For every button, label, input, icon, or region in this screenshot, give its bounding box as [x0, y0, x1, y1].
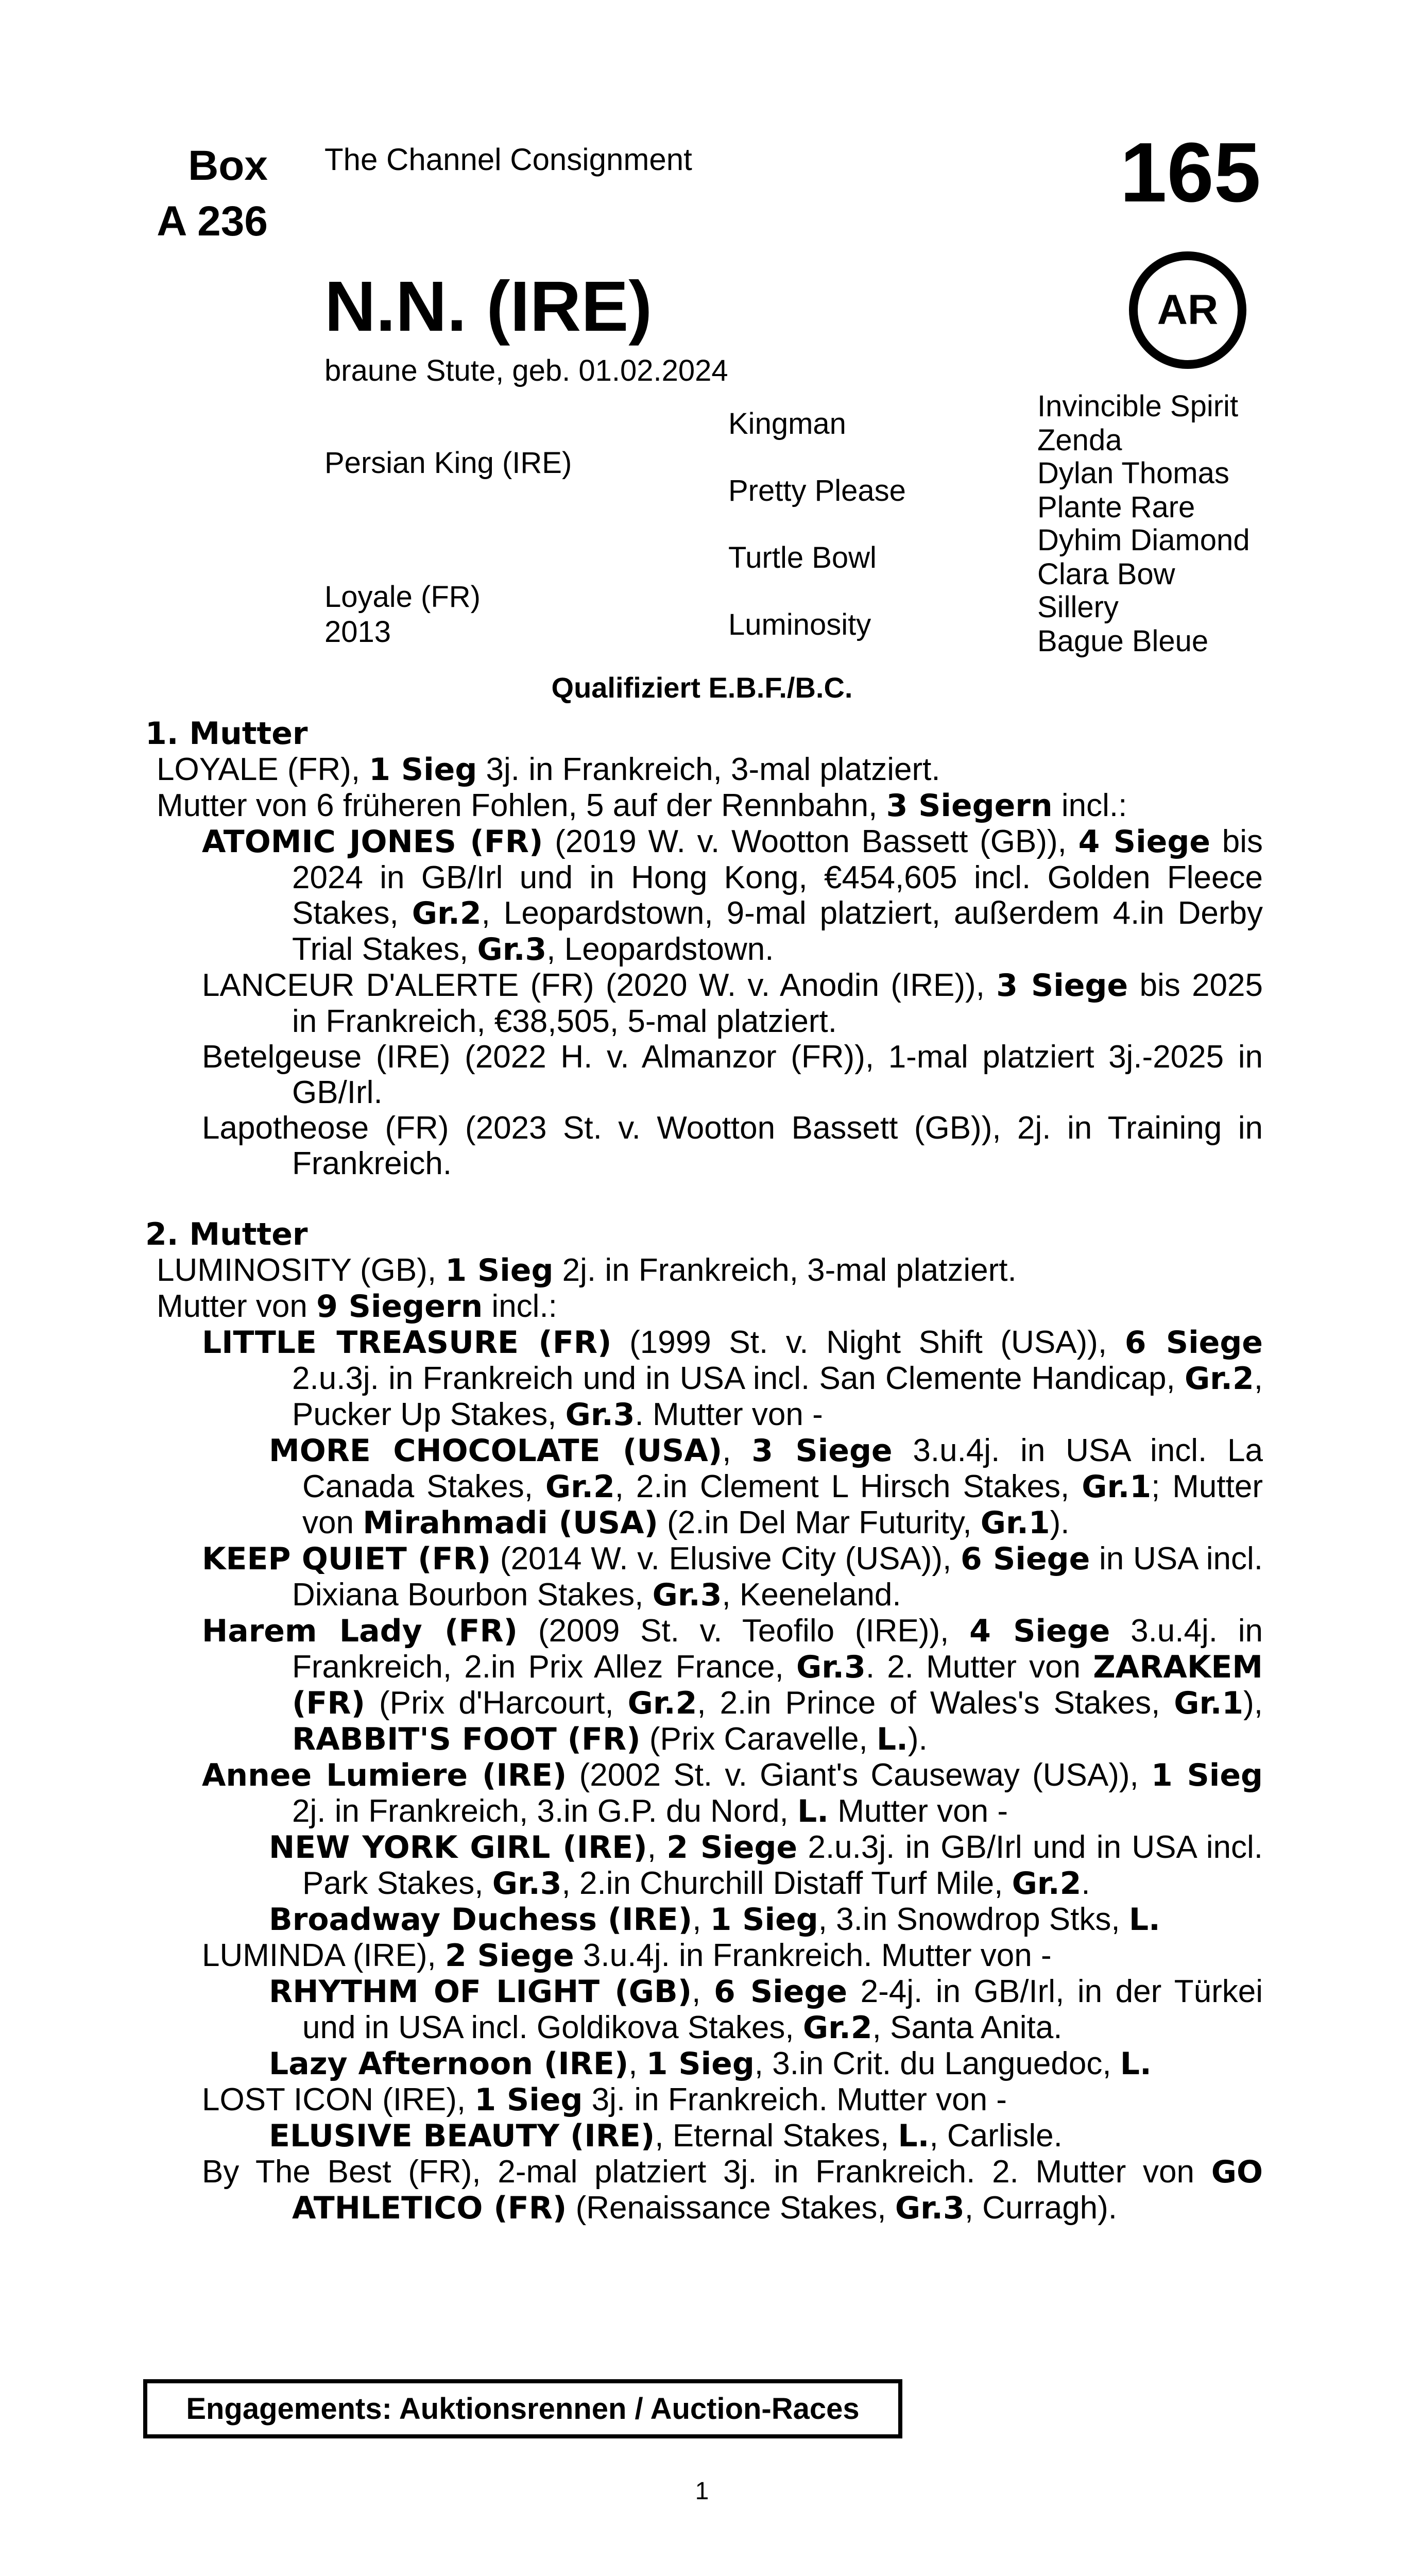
text: By The Best (FR), 2-mal platziert 3j. in Frankreich. 2. Mutter von: [202, 2154, 1211, 2190]
bold-text: 4 Siege: [1078, 824, 1210, 860]
text: 2.u.3j. in Frankreich und in USA incl. San Clemente Handicap,: [292, 1361, 1185, 1396]
bold-text: RABBIT'S FOOT (FR): [292, 1721, 641, 1757]
consignor: The Channel Consignment: [324, 142, 692, 177]
text: , Carlisle.: [929, 2118, 1063, 2154]
bold-text: 1 Sieg: [474, 2082, 583, 2118]
bold-text: Gr.1: [980, 1505, 1050, 1541]
bold-text: 1 Sieg: [369, 752, 477, 788]
text: Mutter von: [157, 1289, 317, 1324]
text: , 2.in Clement L Hirsch Stakes,: [614, 1469, 1082, 1504]
bold-text: 6 Siege: [961, 1541, 1090, 1577]
bold-text: Gr.3: [565, 1397, 635, 1433]
text: (1999 St. v. Night Shift (USA)),: [611, 1325, 1125, 1360]
pedigree-grandparent: Luminosity: [728, 608, 871, 641]
second-dam-produce-entry: [145, 2046, 1263, 2082]
second-dam-produce-entry: [145, 1938, 1263, 1974]
second-dam-produce-entry: [145, 1902, 1263, 1938]
second-dam-produce-entry: [145, 2154, 1263, 2226]
text: 2j. in Frankreich, 3-mal platziert.: [553, 1252, 1017, 1288]
text: (2014 W. v. Elusive City (USA)),: [491, 1541, 961, 1577]
text: , 3.in Snowdrop Stks,: [818, 1902, 1129, 1937]
bold-text: L.: [1120, 2046, 1152, 2082]
text: . 2. Mutter von: [865, 1649, 1093, 1685]
bold-text: RHYTHM OF LIGHT (GB): [269, 1974, 692, 2010]
bold-text: 1 Sieg: [1151, 1757, 1263, 1793]
bold-text: Gr.2: [802, 2010, 872, 2046]
box-number: [103, 138, 268, 249]
bold-text: ELUSIVE BEAUTY (IRE): [269, 2118, 655, 2154]
lot-number: 165: [1120, 125, 1261, 219]
bold-text: Gr.2: [627, 1685, 697, 1721]
text: , 2.in Churchill Distaff Turf Mile,: [561, 1866, 1012, 1901]
pedigree-notes: [145, 716, 1263, 2226]
text: ),: [1243, 1685, 1263, 1721]
text: 3.u.4j. in Frankreich, 2.in Prix Allez France,: [292, 1613, 1263, 1685]
pedigree-great-grandparent: Plante Rare: [1037, 490, 1195, 524]
bold-text: 6 Siege: [1124, 1325, 1263, 1361]
second-dam-produce-entry: [145, 1541, 1263, 1613]
text: (Renaissance Stakes,: [567, 2190, 895, 2226]
horse-name: N.N. (IRE): [324, 267, 653, 346]
pedigree-great-grandparent: Dylan Thomas: [1037, 456, 1229, 490]
pedigree-sire: Persian King (IRE): [324, 446, 572, 480]
text: , Keeneland.: [722, 1577, 901, 1613]
pedigree-grandparent: Pretty Please: [728, 474, 906, 507]
second-dam-produce-entry: [145, 1433, 1263, 1541]
bold-text: 1 Sieg: [646, 2046, 755, 2082]
text: (2.in Del Mar Futurity,: [658, 1505, 981, 1540]
second-dam-section: [145, 1217, 1263, 2226]
text: incl.:: [483, 1289, 557, 1324]
text: 3j. in Frankreich. Mutter von -: [583, 2082, 1007, 2117]
bold-text: L.: [1128, 1902, 1160, 1938]
bold-text: Harem Lady (FR): [202, 1613, 518, 1649]
second-dam-produce-entry: [145, 1974, 1263, 2046]
second-dam-produce-entry: [145, 1325, 1263, 1433]
text: , 2.in Prince of Wales's Stakes,: [697, 1685, 1174, 1721]
bold-text: 1 Sieg: [445, 1252, 554, 1289]
bold-text: ZARAKEM (FR): [292, 1649, 1263, 1721]
text: incl.:: [1052, 788, 1127, 823]
text: Mutter von -: [829, 1793, 1008, 1829]
text: 3j. in Frankreich, 3-mal platziert.: [477, 752, 940, 787]
bold-text: Gr.3: [796, 1649, 866, 1685]
second-dam-produce-intro: [145, 1289, 1263, 1325]
text: (Prix d'Harcourt,: [365, 1685, 628, 1721]
first-dam-heading: 1. Mutter: [145, 716, 308, 752]
text: ; Mutter von: [302, 1469, 1263, 1540]
bold-text: Gr.3: [895, 2190, 965, 2226]
pedigree-dam: Loyale (FR): [324, 580, 481, 614]
text: ,: [628, 2046, 646, 2081]
text: 2.u.3j. in GB/Irl und in USA incl. Park Stakes,: [302, 1829, 1263, 1901]
first-dam-record: [145, 752, 1263, 788]
second-dam-produce-entry: [145, 2118, 1263, 2154]
second-dam-record: [145, 1252, 1263, 1289]
first-dam-produce-entry: [145, 1110, 1263, 1181]
pedigree-great-grandparent: Zenda: [1037, 423, 1122, 457]
bold-text: Annee Lumiere (IRE): [202, 1757, 567, 1793]
text: LUMINDA (IRE),: [202, 1938, 445, 1973]
second-dam-produce-entry: [145, 1613, 1263, 1757]
second-dam-produce-entry: [145, 1829, 1263, 1902]
text: LUMINOSITY (GB),: [157, 1252, 446, 1288]
bold-text: Mirahmadi (USA): [363, 1505, 658, 1541]
bold-text: 6 Siege: [713, 1974, 848, 2010]
section-gap: [145, 1181, 1263, 1217]
text: ).: [1050, 1505, 1070, 1540]
text: ,: [692, 1974, 714, 2009]
bold-text: 3 Siege: [751, 1433, 893, 1469]
text: ,: [692, 1902, 710, 1937]
text: 2-4j. in GB/Irl, in der Türkei und in USA incl. Goldikova Stakes,: [302, 1974, 1263, 2045]
second-dam-heading: 2. Mutter: [145, 1216, 308, 1252]
second-dam-produce-entry: [145, 1757, 1263, 1829]
bold-text: Gr.3: [477, 931, 547, 968]
bold-text: Gr.2: [1184, 1361, 1254, 1397]
text: .: [1081, 1866, 1090, 1901]
bold-text: MORE CHOCOLATE (USA): [269, 1433, 723, 1469]
second-dam-produce-list: [145, 1325, 1263, 2226]
bold-text: KEEP QUIET (FR): [202, 1541, 491, 1577]
bold-text: Gr.3: [652, 1577, 722, 1613]
ar-badge: [1129, 251, 1246, 369]
text: (2019 W. v. Wootton Bassett (GB)),: [543, 824, 1078, 859]
page-number: 1: [695, 2478, 709, 2505]
horse-description: braune Stute, geb. 01.02.2024: [324, 354, 728, 387]
bold-text: Broadway Duchess (IRE): [269, 1902, 693, 1938]
bold-text: L.: [876, 1721, 908, 1757]
bold-text: 3 Siegern: [886, 788, 1053, 824]
text: , Leopardstown, 9-mal platziert, außerdem 4.in Derby Trial Stakes,: [292, 895, 1263, 967]
bold-text: GO ATHLETICO (FR): [292, 2154, 1263, 2226]
ar-badge-label: AR: [1157, 286, 1219, 333]
text: , Leopardstown.: [546, 931, 774, 967]
first-dam-produce-entry: [145, 968, 1263, 1039]
first-dam-produce-entry: [145, 1039, 1263, 1110]
text: ).: [908, 1721, 928, 1757]
text: , 3.in Crit. du Languedoc,: [754, 2046, 1120, 2081]
text: 3.u.4j. in Frankreich. Mutter von -: [574, 1938, 1052, 1973]
bold-text: 2 Siege: [666, 1829, 798, 1866]
pedigree-dam-year: 2013: [324, 615, 391, 649]
text: in USA incl. Dixiana Bourbon Stakes,: [292, 1541, 1263, 1613]
bold-text: 2 Siege: [444, 1938, 574, 1974]
first-dam-produce-entry: [145, 824, 1263, 968]
text: , Eternal Stakes,: [655, 2118, 898, 2154]
pedigree-great-grandparent: Dyhim Diamond: [1037, 523, 1250, 557]
text: (2009 St. v. Teofilo (IRE)),: [518, 1613, 970, 1649]
text: , Pucker Up Stakes,: [292, 1361, 1263, 1432]
pedigree-grandparent: Kingman: [728, 407, 846, 440]
text: ,: [647, 1829, 667, 1865]
box-code: A 236: [157, 198, 268, 245]
text: Mutter von 6 früheren Fohlen, 5 auf der Rennbahn,: [157, 788, 886, 823]
bold-text: NEW YORK GIRL (IRE): [269, 1829, 647, 1866]
bold-text: Gr.2: [545, 1469, 615, 1505]
bold-text: Gr.1: [1082, 1469, 1152, 1505]
bold-text: 1 Sieg: [710, 1902, 818, 1938]
pedigree-great-grandparent: Sillery: [1037, 590, 1119, 624]
text: LOST ICON (IRE),: [202, 2082, 475, 2117]
text: ,: [722, 1433, 752, 1468]
pedigree-great-grandparent: Bague Bleue: [1037, 624, 1209, 658]
pedigree-grandparent: Turtle Bowl: [728, 541, 877, 574]
pedigree-great-grandparent: Invincible Spirit: [1037, 389, 1239, 423]
bold-text: Gr.3: [492, 1866, 562, 1902]
first-dam-section: [145, 716, 1263, 1181]
bold-text: LITTLE TREASURE (FR): [202, 1325, 612, 1361]
pedigree-great-grandparent: Clara Bow: [1037, 557, 1175, 591]
first-dam-produce-intro: [145, 788, 1263, 824]
bold-text: Gr.1: [1174, 1685, 1244, 1721]
bold-text: L.: [898, 2118, 930, 2154]
text: , Curragh).: [964, 2190, 1118, 2226]
text: 2j. in Frankreich, 3.in G.P. du Nord,: [292, 1793, 797, 1829]
text: (Prix Caravelle,: [640, 1721, 877, 1757]
bold-text: 3 Siege: [996, 968, 1128, 1004]
qualification: Qualifiziert E.B.F./B.C.: [551, 671, 853, 704]
bold-text: Gr.2: [1012, 1866, 1082, 1902]
text: Betelgeuse (IRE) (2022 H. v. Almanzor (FR)), 1-mal platziert 3j.-2025 in GB/Irl.: [202, 1039, 1263, 1110]
text: LANCEUR D'ALERTE (FR) (2020 W. v. Anodin (IRE)),: [202, 968, 997, 1003]
bold-text: 9 Siegern: [316, 1289, 483, 1325]
box-label: Box: [188, 142, 268, 189]
engagements-box: Engagements: Auktionsrennen / Auction-Races: [143, 2379, 902, 2438]
bold-text: L.: [797, 1793, 829, 1829]
text: . Mutter von -: [635, 1397, 823, 1432]
second-dam-produce-entry: [145, 2082, 1263, 2118]
text: (2002 St. v. Giant's Causeway (USA)),: [567, 1757, 1151, 1793]
text: bis 2024 in GB/Irl und in Hong Kong, €454,605 incl. Golden Fleece Stakes,: [292, 824, 1263, 931]
bold-text: Gr.2: [412, 895, 482, 931]
text: Lapotheose (FR) (2023 St. v. Wootton Bassett (GB)), 2j. in Training in Frankreich.: [202, 1110, 1263, 1181]
bold-text: ATOMIC JONES (FR): [202, 824, 543, 860]
text: 3.u.4j. in USA incl. La Canada Stakes,: [302, 1433, 1263, 1504]
bold-text: Lazy Afternoon (IRE): [269, 2046, 629, 2082]
bold-text: 4 Siege: [969, 1613, 1110, 1649]
text: LOYALE (FR),: [157, 752, 369, 787]
text: , Santa Anita.: [872, 2010, 1063, 2045]
text: bis 2025 in Frankreich, €38,505, 5-mal platziert.: [292, 968, 1263, 1039]
